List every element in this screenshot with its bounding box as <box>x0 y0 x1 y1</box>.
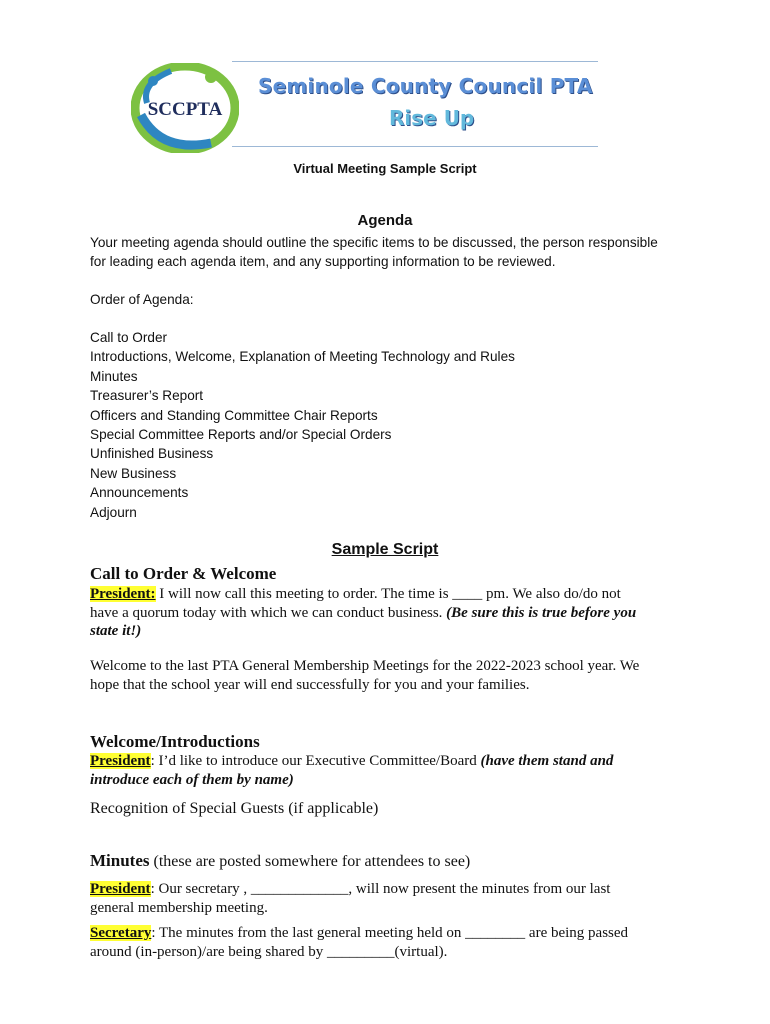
call-to-order-heading: Call to Order & Welcome <box>90 564 277 583</box>
welcome-text: Welcome to the last PTA General Membership Meetings for the 2022-2023 school year. We <box>90 658 640 674</box>
header-rule-bottom <box>232 146 598 147</box>
org-name: Seminole County Council PTA <box>258 74 593 98</box>
call-to-order-paragraph <box>90 585 680 641</box>
call-to-order-text: have a quorum today with which we can conduct business. <box>90 604 447 621</box>
introductions-heading: Welcome/Introductions <box>90 732 260 751</box>
agenda-intro <box>90 233 690 271</box>
agenda-item: Unfinished Business <box>90 446 214 462</box>
introductions-text: : I’d like to introduce our Executive Committee/Board <box>150 753 481 769</box>
minutes-heading-line <box>90 852 680 872</box>
welcome-text: hope that the school year will end successfully for you and your families. <box>90 676 530 693</box>
introductions-paragraph <box>90 752 680 789</box>
header-rule-top <box>232 61 598 62</box>
order-of-agenda-label: Order of Agenda: <box>90 292 194 307</box>
instruction-note: (have them stand and <box>480 753 614 769</box>
agenda-item: Introductions, Welcome, Explanation of Meeting Technology and Rules <box>90 349 515 365</box>
logo-text: SCCPTA <box>147 99 223 120</box>
minutes-text: around (in-person)/are being shared by _________(virtual). <box>90 943 448 960</box>
letterhead <box>0 0 770 160</box>
minutes-heading: Minutes <box>90 851 150 870</box>
agenda-item: Minutes <box>90 368 138 384</box>
sccpta-logo <box>131 63 239 153</box>
agenda-item: Adjourn <box>90 504 137 520</box>
agenda-heading: Agenda <box>357 212 413 229</box>
agenda-intro-line: for leading each agenda item, and any supporting information to be reviewed. <box>90 254 556 269</box>
speaker-president: President: <box>90 586 156 602</box>
minutes-president-paragraph <box>90 880 680 917</box>
tagline: Rise Up <box>389 106 475 130</box>
call-to-order-text: I will now call this meeting to order. The time is ____ pm. We also do/do not <box>155 586 621 602</box>
instruction-note: (Be sure this is true before you <box>446 604 637 621</box>
minutes-secretary-paragraph <box>90 924 680 961</box>
minutes-text: general membership meeting. <box>90 899 268 916</box>
agenda-item: Special Committee Reports and/or Special Orders <box>90 426 392 442</box>
agenda-list <box>90 328 515 522</box>
speaker-president: President <box>90 881 151 897</box>
agenda-intro-line: Your meeting agenda should outline the specific items to be discussed, the person responsible <box>90 235 658 250</box>
instruction-note: state it!) <box>90 623 142 639</box>
instruction-note: introduce each of them by name) <box>90 771 294 788</box>
minutes-heading-note: (these are posted somewhere for attendees to see) <box>149 853 471 870</box>
sample-script-heading: Sample Script <box>331 541 439 558</box>
agenda-item: Treasurer’s Report <box>90 388 204 404</box>
welcome-paragraph <box>90 657 680 694</box>
special-guests-text: Recognition of Special Guests (if applicable) <box>90 800 379 817</box>
agenda-item: Call to Order <box>90 330 168 345</box>
minutes-text: : The minutes from the last general meeting held on ________ are being passed <box>151 925 629 941</box>
agenda-item: Announcements <box>90 485 189 501</box>
document-title: Virtual Meeting Sample Script <box>293 161 477 176</box>
agenda-item: New Business <box>90 465 177 481</box>
agenda-item: Officers and Standing Committee Chair Reports <box>90 407 378 423</box>
speaker-president: President <box>90 753 151 769</box>
speaker-secretary: Secretary <box>90 925 152 941</box>
minutes-text: : Our secretary , _____________, will now present the minutes from our last <box>150 881 611 897</box>
